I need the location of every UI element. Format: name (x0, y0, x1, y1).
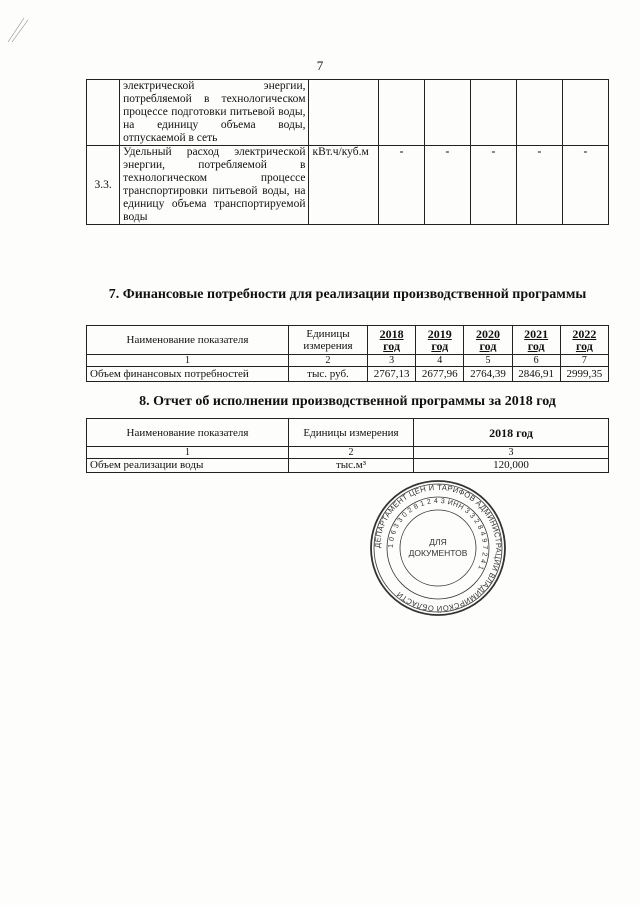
table-row (87, 146, 609, 225)
row-value: - (516, 146, 562, 225)
row-value (379, 80, 425, 146)
column-index: 6 (512, 355, 560, 367)
column-index: 5 (464, 355, 512, 367)
row-unit: кВт.ч/куб.м (309, 146, 379, 225)
column-index: 2 (289, 355, 368, 367)
header-year: 2018 год (368, 326, 416, 355)
row-value: - (379, 146, 425, 225)
row-description: Удельный расход электрической энергии, потребляемой в технологическом процессе транспортировки питьевой воды, на единицу объема транспортируемой воды (120, 146, 309, 225)
indicator-value: 2677,96 (416, 367, 464, 382)
header-year: 2021 год (512, 326, 560, 355)
column-index: 1 (87, 447, 289, 459)
official-stamp (368, 478, 508, 618)
column-index: 7 (560, 355, 608, 367)
column-index: 3 (414, 447, 609, 459)
row-value (424, 80, 470, 146)
indicators-table-continuation (86, 79, 609, 225)
table-row (87, 80, 609, 146)
row-number (87, 80, 120, 146)
row-value (562, 80, 608, 146)
stamp-number-text: 1 0 6 3 3 0 2 8 1 2 4 3 ИНН 3 3 2 8 4 9 7 2 4 1 (387, 497, 489, 571)
indicator-label: Объем финансовых потребностей (87, 367, 289, 382)
section-7-title: 7. Финансовые потребности для реализации производственной программы (108, 287, 587, 302)
page-number: 7 (316, 58, 324, 73)
table-row (87, 459, 609, 473)
row-value (516, 80, 562, 146)
stamp-center-line-1: ДЛЯ (429, 537, 447, 547)
indicator-value: 2764,39 (464, 367, 512, 382)
stamp-ring-text: ДЕПАРТАМЕНТ ЦЕН И ТАРИФОВ АДМИНИСТРАЦИИ ВЛАДИМИРСКОЙ ОБЛАСТИ (372, 482, 504, 614)
row-unit (309, 80, 379, 146)
row-value: - (424, 146, 470, 225)
header-indicator-name: Наименование показателя (87, 326, 289, 355)
financial-needs-table (86, 325, 609, 382)
row-description: электрической энергии, потребляемой в технологическом процессе подготовки питьевой воды, на единицу объема воды, отпускаемой в сеть (120, 80, 309, 146)
stamp-center-line-2: ДОКУМЕНТОВ (408, 548, 468, 558)
column-index: 1 (87, 355, 289, 367)
svg-text:1 0 6 3 3 0 2 8 1 2 4 3 ИНН 3 (388, 498, 488, 571)
column-index-row (87, 355, 609, 367)
section-8-title: 8. Отчет об исполнении производственной программы за 2018 год (139, 394, 556, 409)
program-execution-table (86, 418, 609, 473)
column-index: 2 (289, 447, 414, 459)
row-value (470, 80, 516, 146)
indicator-value: 2767,13 (368, 367, 416, 382)
table-header-row (87, 419, 609, 447)
header-indicator-name: Наименование показателя (87, 419, 289, 447)
header-year: 2022 год (560, 326, 608, 355)
indicator-value: 120,000 (414, 459, 609, 473)
table-header-row (87, 326, 609, 355)
row-value: - (470, 146, 516, 225)
header-year: 2020 год (464, 326, 512, 355)
indicator-unit: тыс. руб. (289, 367, 368, 382)
row-number: 3.3. (87, 146, 120, 225)
indicator-label: Объем реализации воды (87, 459, 289, 473)
header-unit: Единицы измерения (289, 419, 414, 447)
column-index: 3 (368, 355, 416, 367)
indicator-value: 2846,91 (512, 367, 560, 382)
header-unit: Единицы измерения (289, 326, 368, 355)
column-index: 4 (416, 355, 464, 367)
indicator-value: 2999,35 (560, 367, 608, 382)
header-year: 2018 год (414, 419, 609, 447)
column-index-row (87, 447, 609, 459)
scan-mark-icon (6, 14, 36, 44)
table-row (87, 367, 609, 382)
row-value: - (562, 146, 608, 225)
header-year: 2019 год (416, 326, 464, 355)
indicator-unit: тыс.м³ (289, 459, 414, 473)
